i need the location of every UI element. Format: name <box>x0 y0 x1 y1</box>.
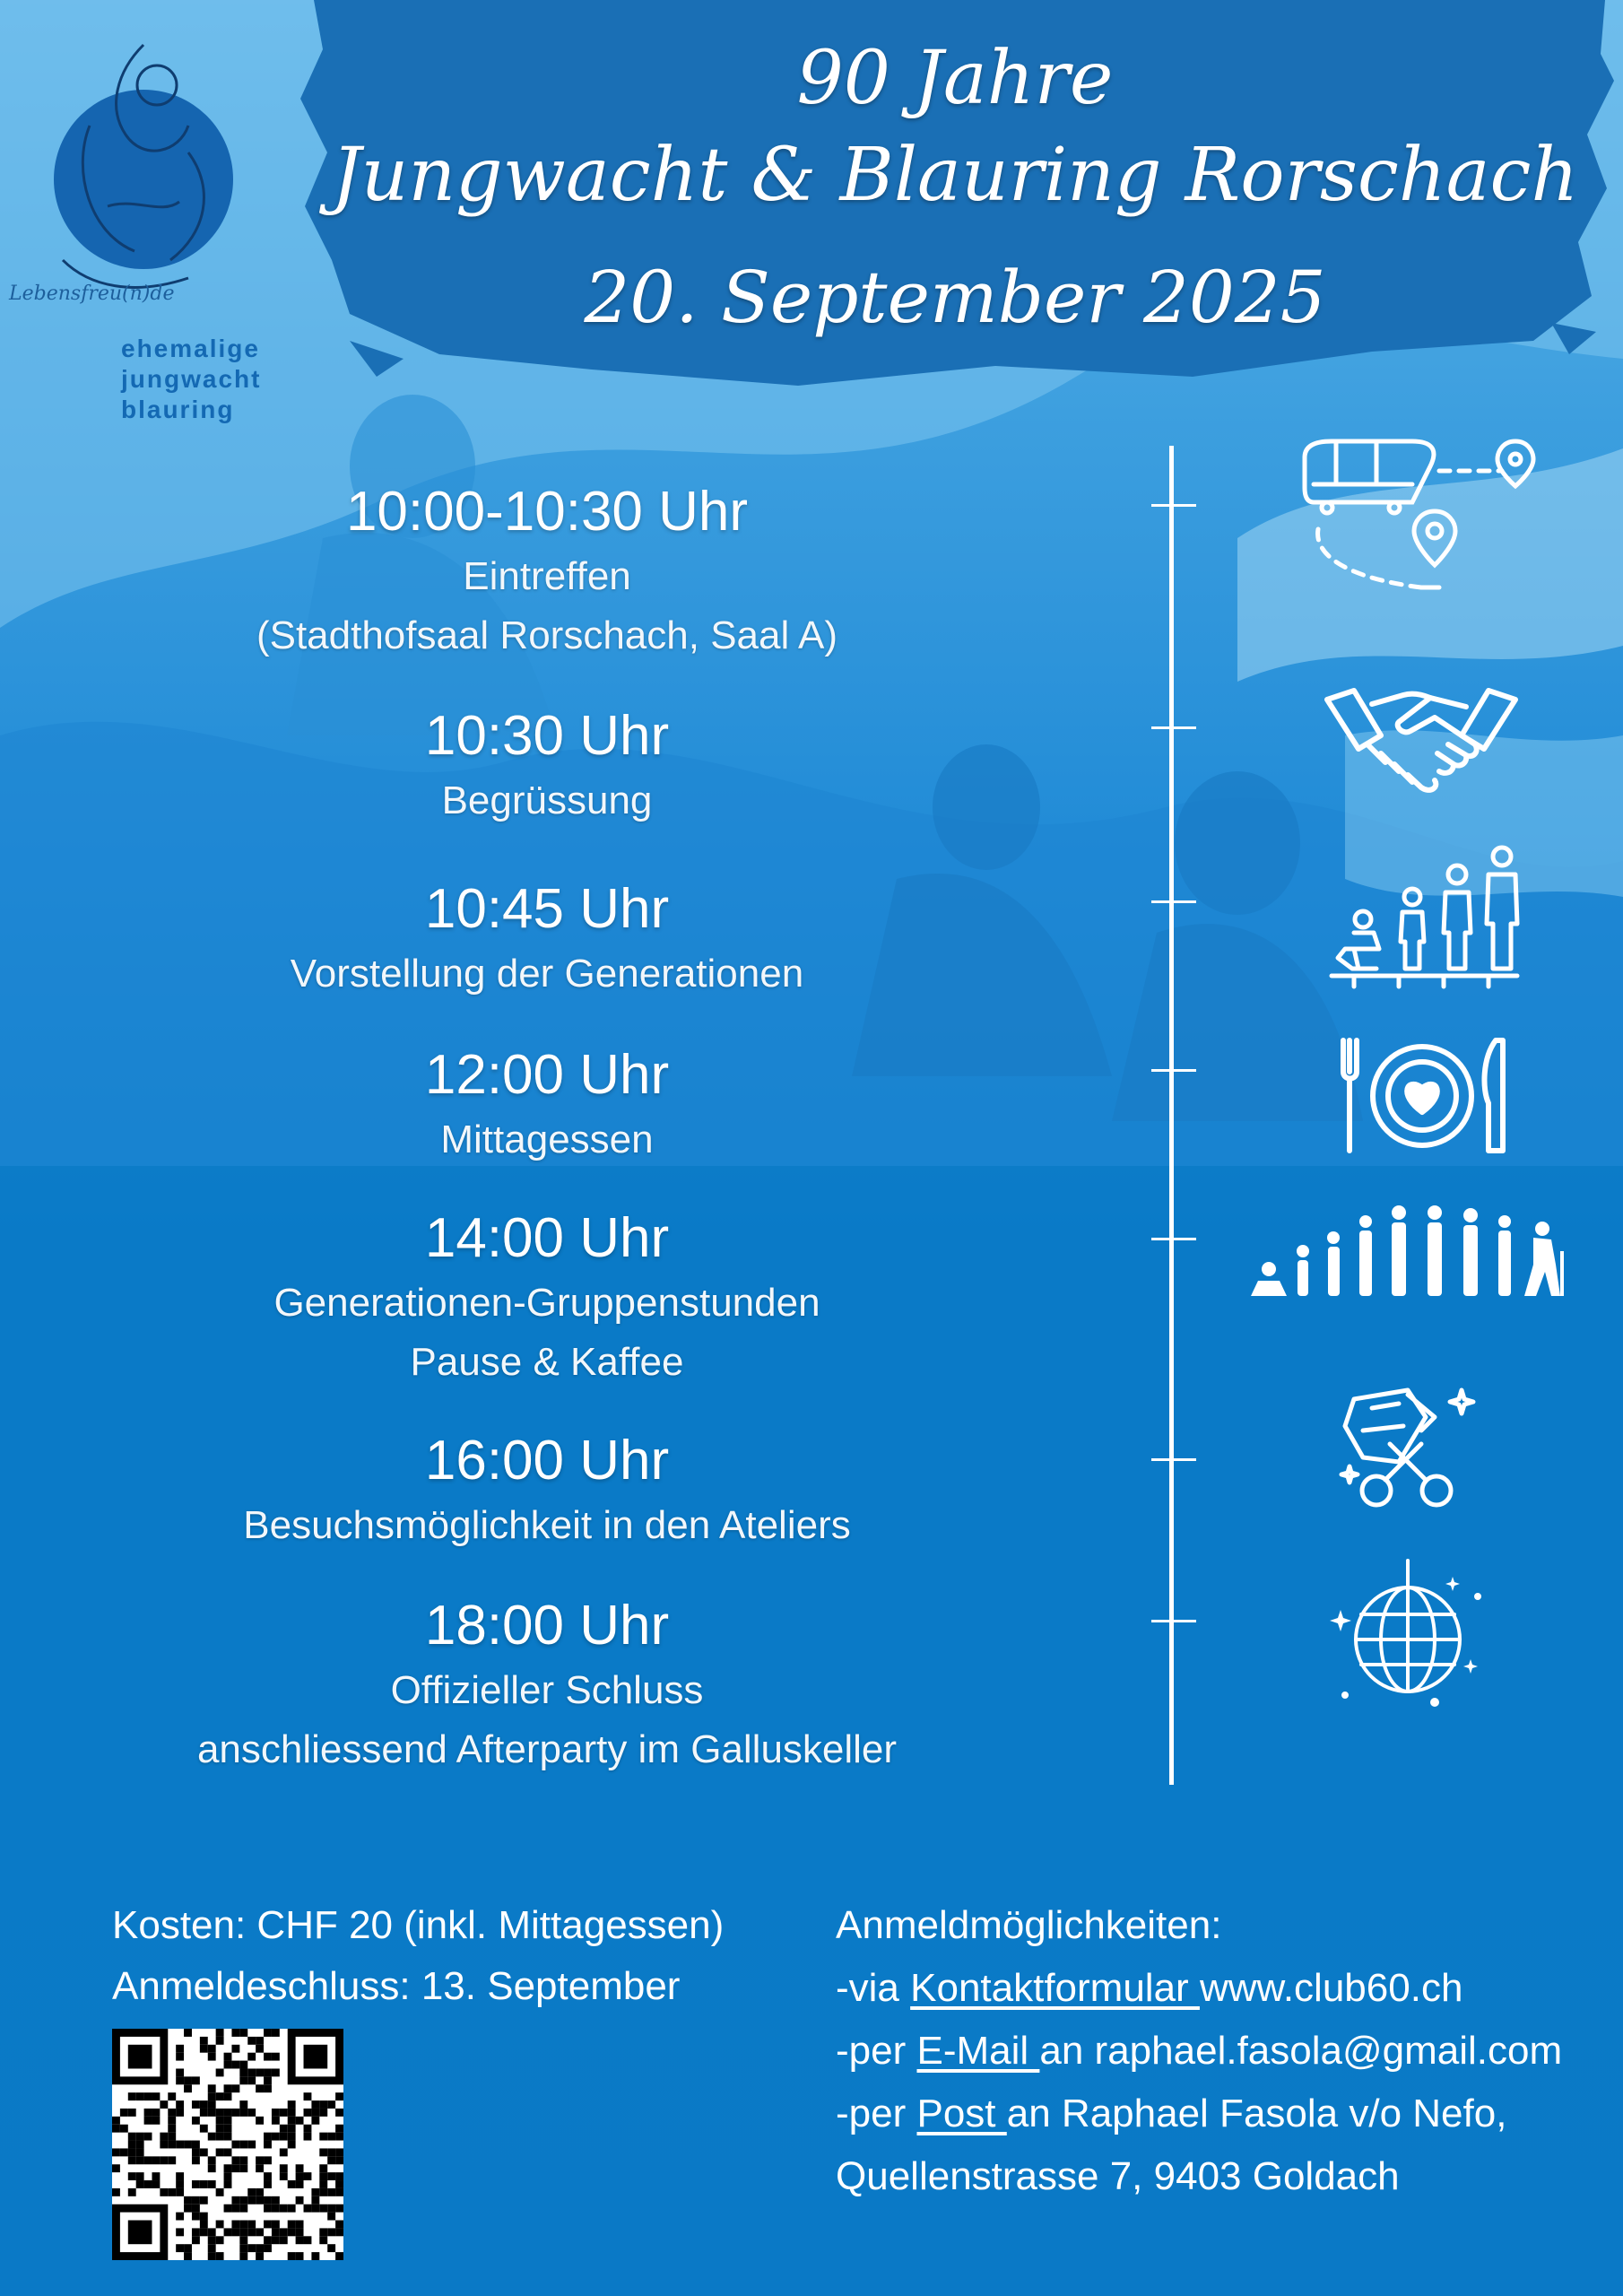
website-text: www.club60.ch <box>1199 1966 1463 2010</box>
event-description: anschliessend Afterparty im Galluskeller <box>196 1727 898 1771</box>
event-description: Mittagessen <box>440 1118 654 1161</box>
disco-ball-icon <box>1327 1561 1488 1709</box>
event-time: 12:00 Uhr <box>424 1044 670 1106</box>
timeline-tick <box>1151 726 1196 729</box>
event-time: 14:00 Uhr <box>424 1207 670 1269</box>
email-link[interactable]: E-Mail <box>916 2029 1040 2073</box>
timeline-line <box>1169 446 1174 1785</box>
timeline-tick <box>1151 1069 1196 1072</box>
schedule-item <box>108 1591 986 1779</box>
option-prefix: -per <box>836 2029 917 2073</box>
title-date: 20. September 2025 <box>584 256 1326 339</box>
event-description: (Stadthofsaal Rorschach, Saal A) <box>256 613 838 657</box>
timeline-tick <box>1151 1458 1196 1461</box>
event-description: Besuchsmöglichkeit in den Ateliers <box>243 1503 851 1547</box>
registration-option-post <box>836 2083 1506 2145</box>
event-description: Begrüssung <box>441 778 653 822</box>
schedule-item <box>108 1426 986 1555</box>
event-description: Eintreffen <box>463 554 631 598</box>
event-description: Generationen-Gruppenstunden <box>273 1281 820 1325</box>
crafts-icon <box>1336 1381 1480 1516</box>
postal-recipient-text: an Raphael Fasola v/o Nefo, <box>1006 2092 1507 2135</box>
schedule-item <box>108 701 986 831</box>
registration-option-contact-form <box>836 1957 1462 2020</box>
event-time: 18:00 Uhr <box>424 1595 670 1657</box>
email-address-text: an raphael.fasola@gmail.com <box>1039 2029 1563 2073</box>
registration-title: Anmeldmöglichkeiten: <box>836 1903 1222 1947</box>
schedule-item <box>108 1204 986 1392</box>
logo-text-line-3: blauring <box>121 396 235 423</box>
registration-option-email <box>836 2020 1562 2083</box>
event-description: Pause & Kaffee <box>410 1340 684 1384</box>
post-link[interactable]: Post <box>916 2092 1007 2135</box>
plate-cutlery-icon <box>1334 1036 1514 1157</box>
timeline-tick <box>1151 1620 1196 1622</box>
event-time: 16:00 Uhr <box>424 1430 670 1492</box>
timeline-tick <box>1151 1238 1196 1240</box>
travel-route-icon <box>1296 430 1538 601</box>
qr-code[interactable] <box>112 2029 343 2260</box>
title-anniversary: 90 Jahre <box>796 36 1114 121</box>
deadline-text: Anmeldeschluss: 13. September <box>112 1964 681 2008</box>
event-time: 10:00-10:30 Uhr <box>345 481 749 543</box>
organization-logo <box>9 18 242 314</box>
logo-text-line-1: ehemalige <box>121 335 260 362</box>
handshake-icon <box>1323 682 1520 798</box>
life-stages-icon <box>1251 1202 1567 1300</box>
option-prefix: -via <box>836 1966 911 2010</box>
contact-form-link[interactable]: Kontaktformular <box>910 1966 1200 2010</box>
title-organization: Jungwacht & Blauring Rorschach <box>331 133 1579 218</box>
event-description: Offizieller Schluss <box>390 1668 704 1712</box>
event-description: Vorstellung der Generationen <box>290 952 804 996</box>
timeline-tick <box>1151 504 1196 507</box>
option-prefix: -per <box>836 2092 917 2135</box>
timeline-tick <box>1151 900 1196 903</box>
event-time: 10:30 Uhr <box>424 705 670 767</box>
event-time: 10:45 Uhr <box>424 878 670 940</box>
generations-family-icon <box>1327 843 1520 991</box>
cost-text: Kosten: CHF 20 (inkl. Mittagessen) <box>112 1903 725 1947</box>
logo-script-text: Lebensfreu(n)de <box>9 283 175 305</box>
logo-text-line-2: jungwacht <box>121 365 262 393</box>
schedule-item <box>108 874 986 1004</box>
schedule-item <box>108 477 986 665</box>
postal-address-text: Quellenstrasse 7, 9403 Goldach <box>836 2154 1400 2198</box>
schedule-item <box>108 1040 986 1170</box>
